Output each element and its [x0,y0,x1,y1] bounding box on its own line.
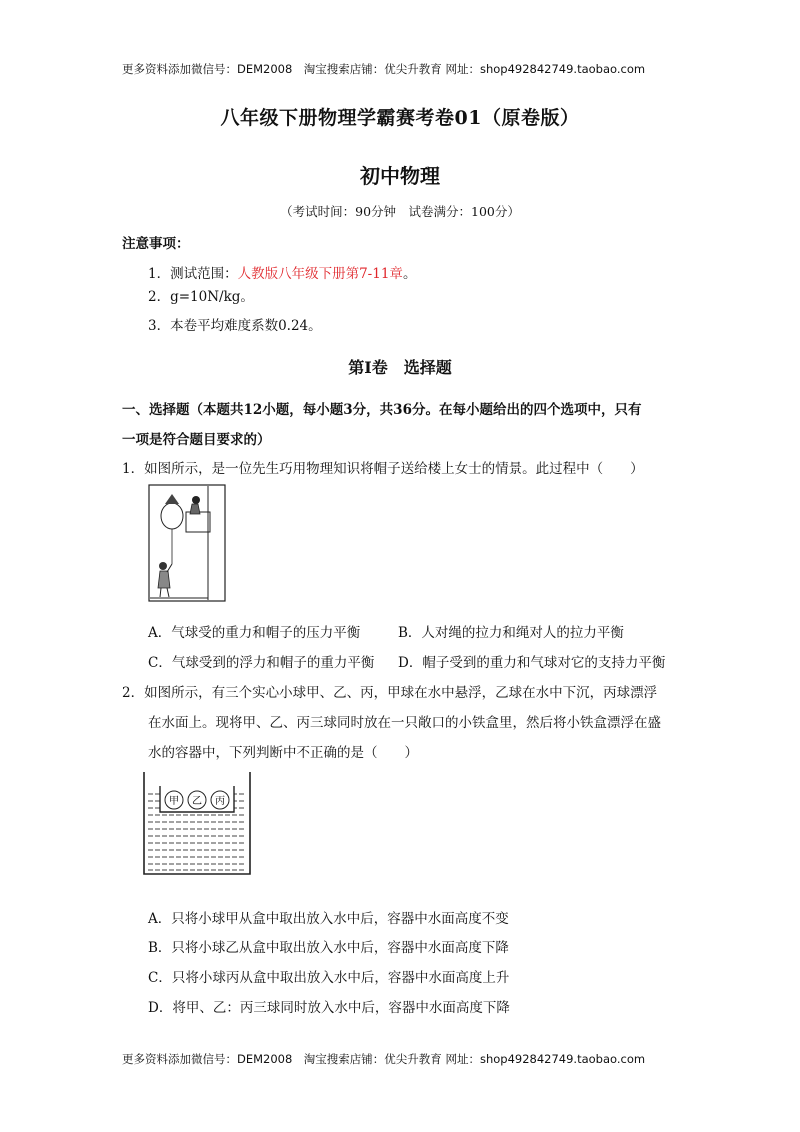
question-2-stem-line2: 在水面上。现将甲、乙、丙三球同时放在一只敞口的小铁盒里，然后将小铁盒漂浮在盛 [148,715,661,731]
note-1-prefix: 1．测试范围： [148,266,238,282]
section-title: 第Ⅰ卷 选择题 [348,358,452,377]
note-1-scope: 人教版八年级下册第7-11章 [237,266,403,282]
question-1-option-c: C．气球受到的浮力和帽子的重力平衡 [148,655,375,671]
section-instruction-line2: 一项是符合题目要求的） [122,432,271,448]
question-1-option-a: A．气球受的重力和帽子的压力平衡 [148,625,361,641]
container-figure [140,770,254,878]
question-1-option-b: B．人对绳的拉力和绳对人的拉力平衡 [398,625,624,641]
ball-label-yi: 乙 [192,796,202,807]
section-instruction-line1: 一、选择题（本题共12小题，每小题3分，共36分。在每小题给出的四个选项中，只有 [122,402,642,418]
note-3: 3．本卷平均难度系数0.24。 [148,318,322,334]
question-2-stem-line1: 2．如图所示，有三个实心小球甲、乙、丙，甲球在水中悬浮，乙球在水中下沉，丙球漂浮 [122,685,658,701]
balloon-hat-figure [148,484,226,602]
exam-title: 八年级下册物理学霸赛考卷01（原卷版） [220,107,580,129]
exam-info: （考试时间：90分钟 试卷满分：100分） [280,204,520,219]
bottom-banner: 更多资料添加微信号：DEM2008 淘宝搜索店铺：优尖升教育 网址：shop492842749.taobao.com [122,1052,646,1066]
top-banner: 更多资料添加微信号：DEM2008 淘宝搜索店铺：优尖升教育 网址：shop492842749.taobao.com [122,62,646,76]
note-2: 2．g=10N/kg。 [148,289,254,305]
question-2-option-c: C．只将小球丙从盒中取出放入水中后，容器中水面高度上升 [148,970,510,986]
question-2-option-b: B．只将小球乙从盒中取出放入水中后，容器中水面高度下降 [148,940,509,956]
question-2-option-d: D．将甲、乙：丙三球同时放入水中后，容器中水面高度下降 [148,1000,510,1016]
note-1-suffix: 。 [402,266,417,282]
question-1-stem: 1．如图所示，是一位先生巧用物理知识将帽子送给楼上女士的情景。此过程中（ ） [122,461,644,477]
question-2-stem-line3: 水的容器中，下列判断中不正确的是（ ） [148,745,418,761]
ball-label-bing: 丙 [215,796,225,807]
question-2-option-a: A．只将小球甲从盒中取出放入水中后，容器中水面高度不变 [148,911,509,927]
question-1-option-d: D．帽子受到的重力和气球对它的支持力平衡 [398,655,666,671]
note-1 [148,262,416,282]
ball-label-jia: 甲 [169,796,179,807]
notes-heading: 注意事项： [122,236,190,252]
subject-title: 初中物理 [360,164,440,188]
